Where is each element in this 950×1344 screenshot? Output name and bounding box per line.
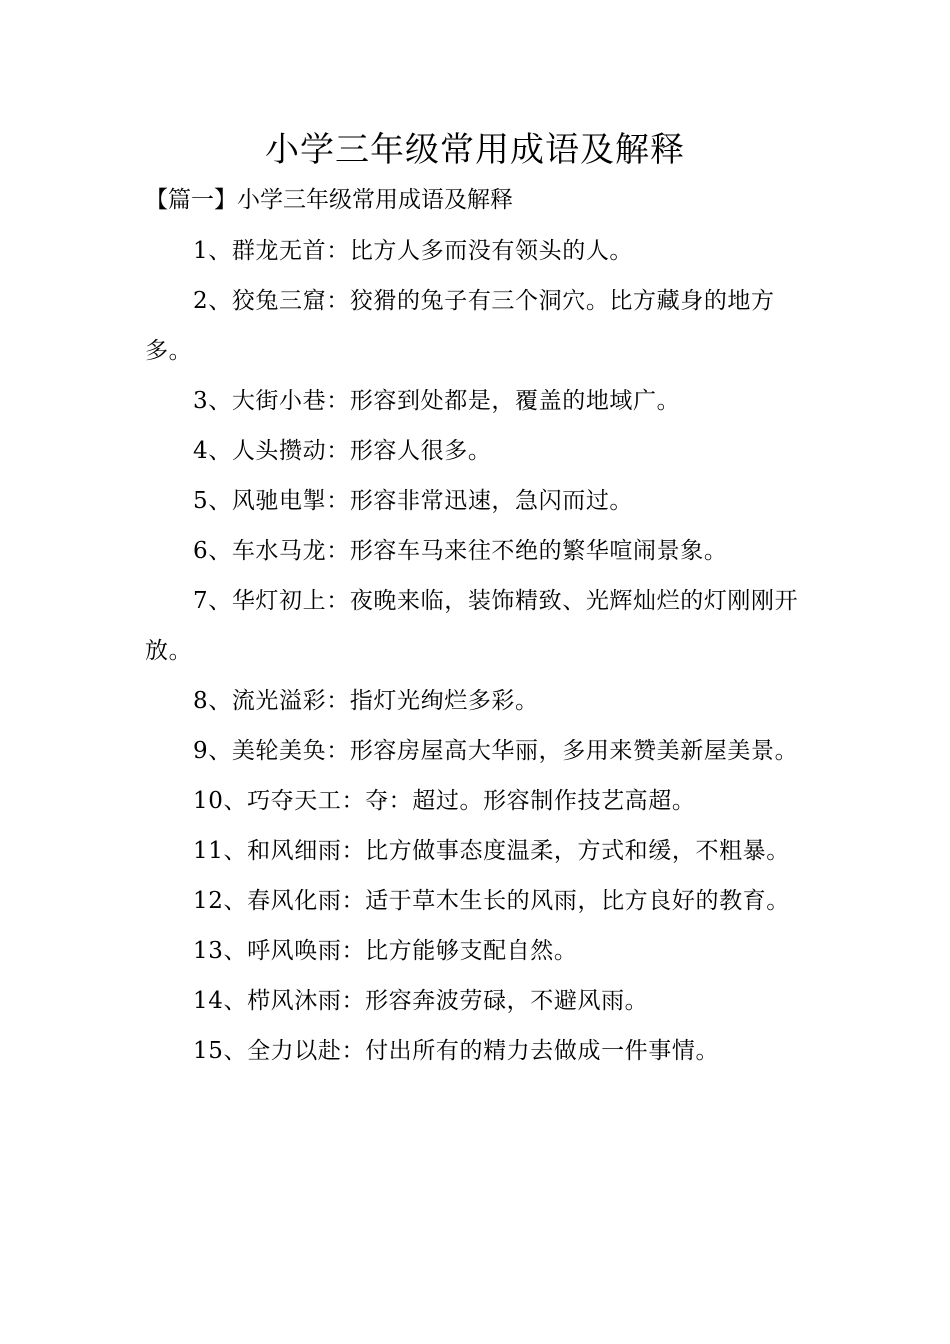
idiom-entry-9: 9、美轮美奂：形容房屋高大华丽，多用来赞美新屋美景。 [193, 738, 799, 764]
idiom-entry-2: 2、狡兔三窟：狡猾的兔子有三个洞穴。比方藏身的地方多。 [145, 288, 775, 364]
idiom-entry-14: 14、栉风沐雨：形容奔波劳碌，不避风雨。 [193, 988, 649, 1014]
idiom-list [145, 226, 813, 1076]
idiom-entry-7: 7、华灯初上：夜晚来临，装饰精致、光辉灿烂的灯刚刚开放。 [145, 588, 799, 664]
idiom-entry-1: 1、群龙无首：比方人多而没有领头的人。 [193, 238, 634, 264]
idiom-entry-4: 4、人头攒动：形容人很多。 [193, 438, 492, 464]
idiom-entry-8: 8、流光溢彩：指灯光绚烂多彩。 [193, 688, 539, 714]
idiom-entry-11: 11、和风细雨：比方做事态度温柔，方式和缓，不粗暴。 [193, 838, 790, 864]
idiom-entry-10: 10、巧夺天工：夺：超过。形容制作技艺高超。 [193, 788, 696, 814]
document-title: 小学三年级常用成语及解释 [265, 130, 685, 170]
section-heading: 【篇一】小学三年级常用成语及解释 [145, 187, 513, 213]
idiom-entry-3: 3、大街小巷：形容到处都是，覆盖的地域广。 [193, 388, 681, 414]
idiom-entry-5: 5、风驰电掣：形容非常迅速，急闪而过。 [193, 488, 634, 514]
idiom-entry-13: 13、呼风唤雨：比方能够支配自然。 [193, 938, 578, 964]
idiom-entry-15: 15、全力以赴：付出所有的精力去做成一件事情。 [193, 1038, 720, 1064]
idiom-entry-6: 6、车水马龙：形容车马来往不绝的繁华喧闹景象。 [193, 538, 728, 564]
idiom-entry-12: 12、春风化雨：适于草木生长的风雨，比方良好的教育。 [193, 888, 790, 914]
